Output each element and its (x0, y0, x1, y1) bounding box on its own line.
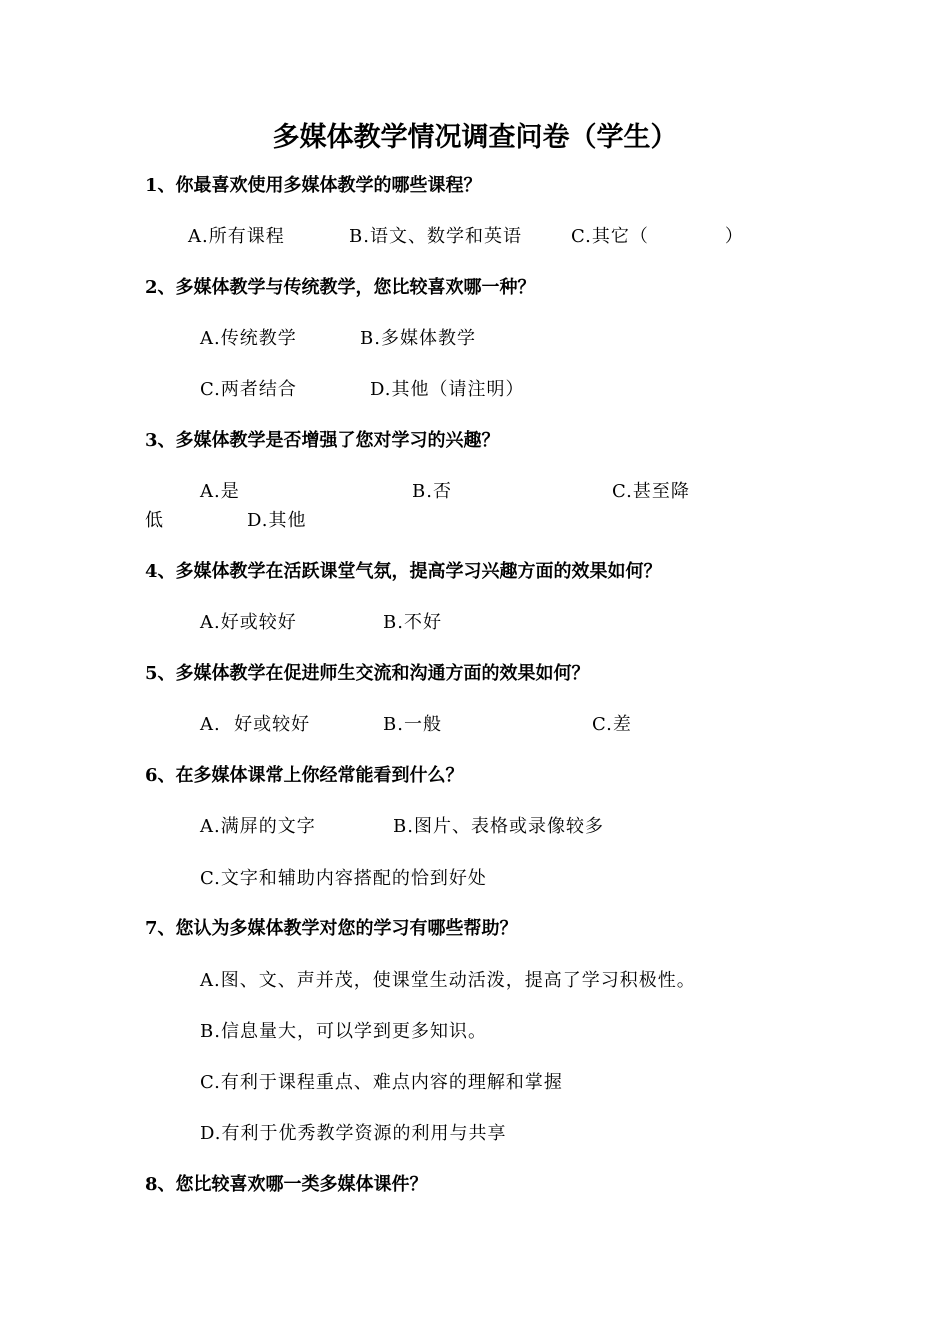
q2-option-b: B.多媒体教学 (360, 328, 476, 349)
q7-option-d: D.有利于优秀教学资源的利用与共享 (200, 1123, 507, 1144)
question-7: 7、您认为多媒体教学对您的学习有哪些帮助？ (145, 918, 518, 939)
q1-option-a: A.所有课程 (188, 226, 285, 247)
q5-option-c: C.差 (592, 714, 632, 735)
question-4: 4、多媒体教学在活跃课堂气氛，提高学习兴趣方面的效果如何？ (145, 561, 662, 582)
q7-option-c: C.有利于课程重点、难点内容的理解和掌握 (200, 1072, 563, 1093)
question-1: 1、你最喜欢使用多媒体教学的哪些课程？ (145, 175, 482, 196)
q5-option-b: B.一般 (383, 714, 442, 735)
q7-option-b: B.信息量大，可以学到更多知识。 (200, 1021, 487, 1042)
q5-option-a: A. 好或较好 (200, 714, 311, 735)
q4-option-b: B.不好 (383, 612, 442, 633)
question-6: 6、在多媒体课常上你经常能看到什么？ (145, 765, 464, 786)
question-5: 5、多媒体教学在促进师生交流和沟通方面的效果如何？ (145, 663, 590, 684)
q3-option-b: B.否 (412, 481, 452, 502)
page-title: 多媒体教学情况调查问卷（学生） (272, 122, 678, 153)
q3-option-c: C.甚至降 (612, 481, 690, 502)
q2-option-a: A.传统教学 (200, 328, 297, 349)
q2-option-c: C.两者结合 (200, 379, 297, 400)
q7-option-a: A.图、文、声并茂，使课堂生动活泼，提高了学习积极性。 (200, 970, 696, 991)
question-2: 2、多媒体教学与传统教学，您比较喜欢哪一种？ (145, 277, 536, 298)
q4-option-a: A.好或较好 (200, 612, 297, 633)
question-3: 3、多媒体教学是否增强了您对学习的兴趣？ (145, 430, 500, 451)
q1-option-b: B.语文、数学和英语 (349, 226, 522, 247)
q6-option-c: C.文字和辅助内容搭配的恰到好处 (200, 868, 487, 889)
q3-option-d: D.其他 (247, 510, 307, 531)
q6-option-a: A.满屏的文字 (200, 816, 316, 837)
q2-option-d: D.其他（请注明） (370, 379, 525, 400)
q1-option-c: C.其它（ ） (571, 226, 744, 247)
q3-option-c-wrap: 低 (145, 510, 164, 531)
q3-option-a: A.是 (200, 481, 240, 502)
q6-option-b: B.图片、表格或录像较多 (393, 816, 604, 837)
question-8: 8、您比较喜欢哪一类多媒体课件？ (145, 1174, 428, 1195)
